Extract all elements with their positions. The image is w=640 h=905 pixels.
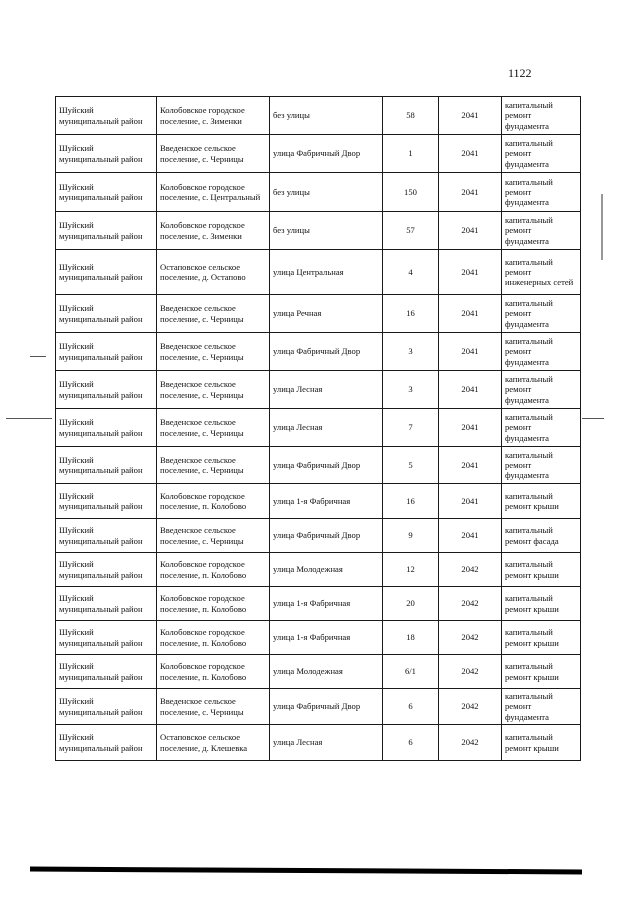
district-cell: Шуйский муниципальный район xyxy=(56,333,157,371)
house-number-cell: 16 xyxy=(383,484,439,519)
year-cell: 2042 xyxy=(439,725,502,761)
scan-mark-right-1 xyxy=(582,418,604,419)
settlement-cell: Введенское сельское поселение, с. Черницы xyxy=(157,295,270,333)
table-row xyxy=(56,97,581,135)
district-cell: Шуйский муниципальный район xyxy=(56,621,157,655)
repair-schedule-table xyxy=(55,96,581,761)
work-type-cell: капитальный ремонт фундамента xyxy=(502,173,581,212)
scan-mark-left-1 xyxy=(30,356,46,357)
street-cell: улица Центральная xyxy=(270,250,383,295)
year-cell: 2042 xyxy=(439,621,502,655)
work-type-cell: капитальный ремонт фундамента xyxy=(502,212,581,250)
table-row xyxy=(56,371,581,409)
work-type-cell: капитальный ремонт крыши xyxy=(502,484,581,519)
work-type-cell: капитальный ремонт фундамента xyxy=(502,333,581,371)
settlement-cell: Колобовское городское поселение, с. Центральный xyxy=(157,173,270,212)
year-cell: 2041 xyxy=(439,333,502,371)
settlement-cell: Колобовское городское поселение, п. Колобово xyxy=(157,484,270,519)
street-cell: улица Фабричный Двор xyxy=(270,447,383,484)
year-cell: 2041 xyxy=(439,447,502,484)
house-number-cell: 5 xyxy=(383,447,439,484)
year-cell: 2041 xyxy=(439,212,502,250)
house-number-cell: 6/1 xyxy=(383,655,439,689)
street-cell: улица Фабричный Двор xyxy=(270,519,383,553)
work-type-cell: капитальный ремонт фундамента xyxy=(502,689,581,725)
year-cell: 2041 xyxy=(439,409,502,447)
table-row xyxy=(56,447,581,484)
street-cell: без улицы xyxy=(270,173,383,212)
table-row xyxy=(56,333,581,371)
table-row xyxy=(56,295,581,333)
year-cell: 2041 xyxy=(439,250,502,295)
street-cell: улица Лесная xyxy=(270,371,383,409)
settlement-cell: Введенское сельское поселение, с. Черницы xyxy=(157,447,270,484)
district-cell: Шуйский муниципальный район xyxy=(56,295,157,333)
settlement-cell: Остаповское сельское поселение, д. Остапово xyxy=(157,250,270,295)
table-row xyxy=(56,587,581,621)
work-type-cell: капитальный ремонт фундамента xyxy=(502,371,581,409)
house-number-cell: 57 xyxy=(383,212,439,250)
scan-mark-left-2 xyxy=(6,418,52,419)
table-row xyxy=(56,553,581,587)
settlement-cell: Введенское сельское поселение, с. Черницы xyxy=(157,409,270,447)
street-cell: улица Молодежная xyxy=(270,655,383,689)
settlement-cell: Введенское сельское поселение, с. Черницы xyxy=(157,135,270,173)
street-cell: улица Фабричный Двор xyxy=(270,333,383,371)
house-number-cell: 1 xyxy=(383,135,439,173)
house-number-cell: 6 xyxy=(383,689,439,725)
work-type-cell: капитальный ремонт инженерных сетей xyxy=(502,250,581,295)
page-number: 1122 xyxy=(508,66,532,80)
house-number-cell: 4 xyxy=(383,250,439,295)
work-type-cell: капитальный ремонт крыши xyxy=(502,587,581,621)
house-number-cell: 3 xyxy=(383,333,439,371)
work-type-cell: капитальный ремонт фасада xyxy=(502,519,581,553)
district-cell: Шуйский муниципальный район xyxy=(56,371,157,409)
settlement-cell: Введенское сельское поселение, с. Черницы xyxy=(157,333,270,371)
street-cell: улица 1-я Фабричная xyxy=(270,587,383,621)
table-body xyxy=(56,97,581,761)
settlement-cell: Колобовское городское поселение, п. Колобово xyxy=(157,655,270,689)
district-cell: Шуйский муниципальный район xyxy=(56,447,157,484)
district-cell: Шуйский муниципальный район xyxy=(56,250,157,295)
district-cell: Шуйский муниципальный район xyxy=(56,553,157,587)
house-number-cell: 12 xyxy=(383,553,439,587)
district-cell: Шуйский муниципальный район xyxy=(56,409,157,447)
district-cell: Шуйский муниципальный район xyxy=(56,725,157,761)
house-number-cell: 18 xyxy=(383,621,439,655)
table-row xyxy=(56,135,581,173)
house-number-cell: 20 xyxy=(383,587,439,621)
street-cell: без улицы xyxy=(270,97,383,135)
street-cell: улица Фабричный Двор xyxy=(270,135,383,173)
year-cell: 2041 xyxy=(439,371,502,409)
year-cell: 2041 xyxy=(439,519,502,553)
table-row xyxy=(56,655,581,689)
table-row xyxy=(56,173,581,212)
street-cell: улица Молодежная xyxy=(270,553,383,587)
settlement-cell: Введенское сельское поселение, с. Черницы xyxy=(157,519,270,553)
street-cell: улица Лесная xyxy=(270,409,383,447)
work-type-cell: капитальный ремонт фундамента xyxy=(502,409,581,447)
year-cell: 2041 xyxy=(439,173,502,212)
house-number-cell: 9 xyxy=(383,519,439,553)
scan-bottom-bar xyxy=(30,867,582,875)
street-cell: без улицы xyxy=(270,212,383,250)
settlement-cell: Колобовское городское поселение, с. Зименки xyxy=(157,212,270,250)
settlement-cell: Колобовское городское поселение, п. Колобово xyxy=(157,621,270,655)
work-type-cell: капитальный ремонт фундамента xyxy=(502,295,581,333)
house-number-cell: 3 xyxy=(383,371,439,409)
district-cell: Шуйский муниципальный район xyxy=(56,655,157,689)
year-cell: 2041 xyxy=(439,97,502,135)
work-type-cell: капитальный ремонт крыши xyxy=(502,621,581,655)
work-type-cell: капитальный ремонт фундамента xyxy=(502,447,581,484)
street-cell: улица Лесная xyxy=(270,725,383,761)
settlement-cell: Колобовское городское поселение, с. Зименки xyxy=(157,97,270,135)
street-cell: улица 1-я Фабричная xyxy=(270,621,383,655)
district-cell: Шуйский муниципальный район xyxy=(56,587,157,621)
year-cell: 2042 xyxy=(439,689,502,725)
district-cell: Шуйский муниципальный район xyxy=(56,173,157,212)
work-type-cell: капитальный ремонт крыши xyxy=(502,655,581,689)
street-cell: улица 1-я Фабричная xyxy=(270,484,383,519)
settlement-cell: Остаповское сельское поселение, д. Клешевка xyxy=(157,725,270,761)
year-cell: 2041 xyxy=(439,484,502,519)
house-number-cell: 6 xyxy=(383,725,439,761)
district-cell: Шуйский муниципальный район xyxy=(56,212,157,250)
work-type-cell: капитальный ремонт крыши xyxy=(502,725,581,761)
table-row xyxy=(56,250,581,295)
table-row xyxy=(56,725,581,761)
year-cell: 2042 xyxy=(439,655,502,689)
table-row xyxy=(56,519,581,553)
scan-mark-right-edge xyxy=(601,194,603,260)
work-type-cell: капитальный ремонт крыши xyxy=(502,553,581,587)
work-type-cell: капитальный ремонт фундамента xyxy=(502,135,581,173)
table-row xyxy=(56,212,581,250)
house-number-cell: 16 xyxy=(383,295,439,333)
table-row xyxy=(56,484,581,519)
house-number-cell: 58 xyxy=(383,97,439,135)
table-row xyxy=(56,621,581,655)
settlement-cell: Колобовское городское поселение, п. Колобово xyxy=(157,553,270,587)
year-cell: 2042 xyxy=(439,587,502,621)
work-type-cell: капитальный ремонт фундамента xyxy=(502,97,581,135)
settlement-cell: Введенское сельское поселение, с. Черницы xyxy=(157,371,270,409)
house-number-cell: 7 xyxy=(383,409,439,447)
district-cell: Шуйский муниципальный район xyxy=(56,689,157,725)
settlement-cell: Введенское сельское поселение, с. Черницы xyxy=(157,689,270,725)
district-cell: Шуйский муниципальный район xyxy=(56,135,157,173)
year-cell: 2042 xyxy=(439,553,502,587)
year-cell: 2041 xyxy=(439,135,502,173)
street-cell: улица Речная xyxy=(270,295,383,333)
table-row xyxy=(56,689,581,725)
district-cell: Шуйский муниципальный район xyxy=(56,484,157,519)
table-row xyxy=(56,409,581,447)
year-cell: 2041 xyxy=(439,295,502,333)
house-number-cell: 150 xyxy=(383,173,439,212)
district-cell: Шуйский муниципальный район xyxy=(56,97,157,135)
street-cell: улица Фабричный Двор xyxy=(270,689,383,725)
district-cell: Шуйский муниципальный район xyxy=(56,519,157,553)
settlement-cell: Колобовское городское поселение, п. Колобово xyxy=(157,587,270,621)
